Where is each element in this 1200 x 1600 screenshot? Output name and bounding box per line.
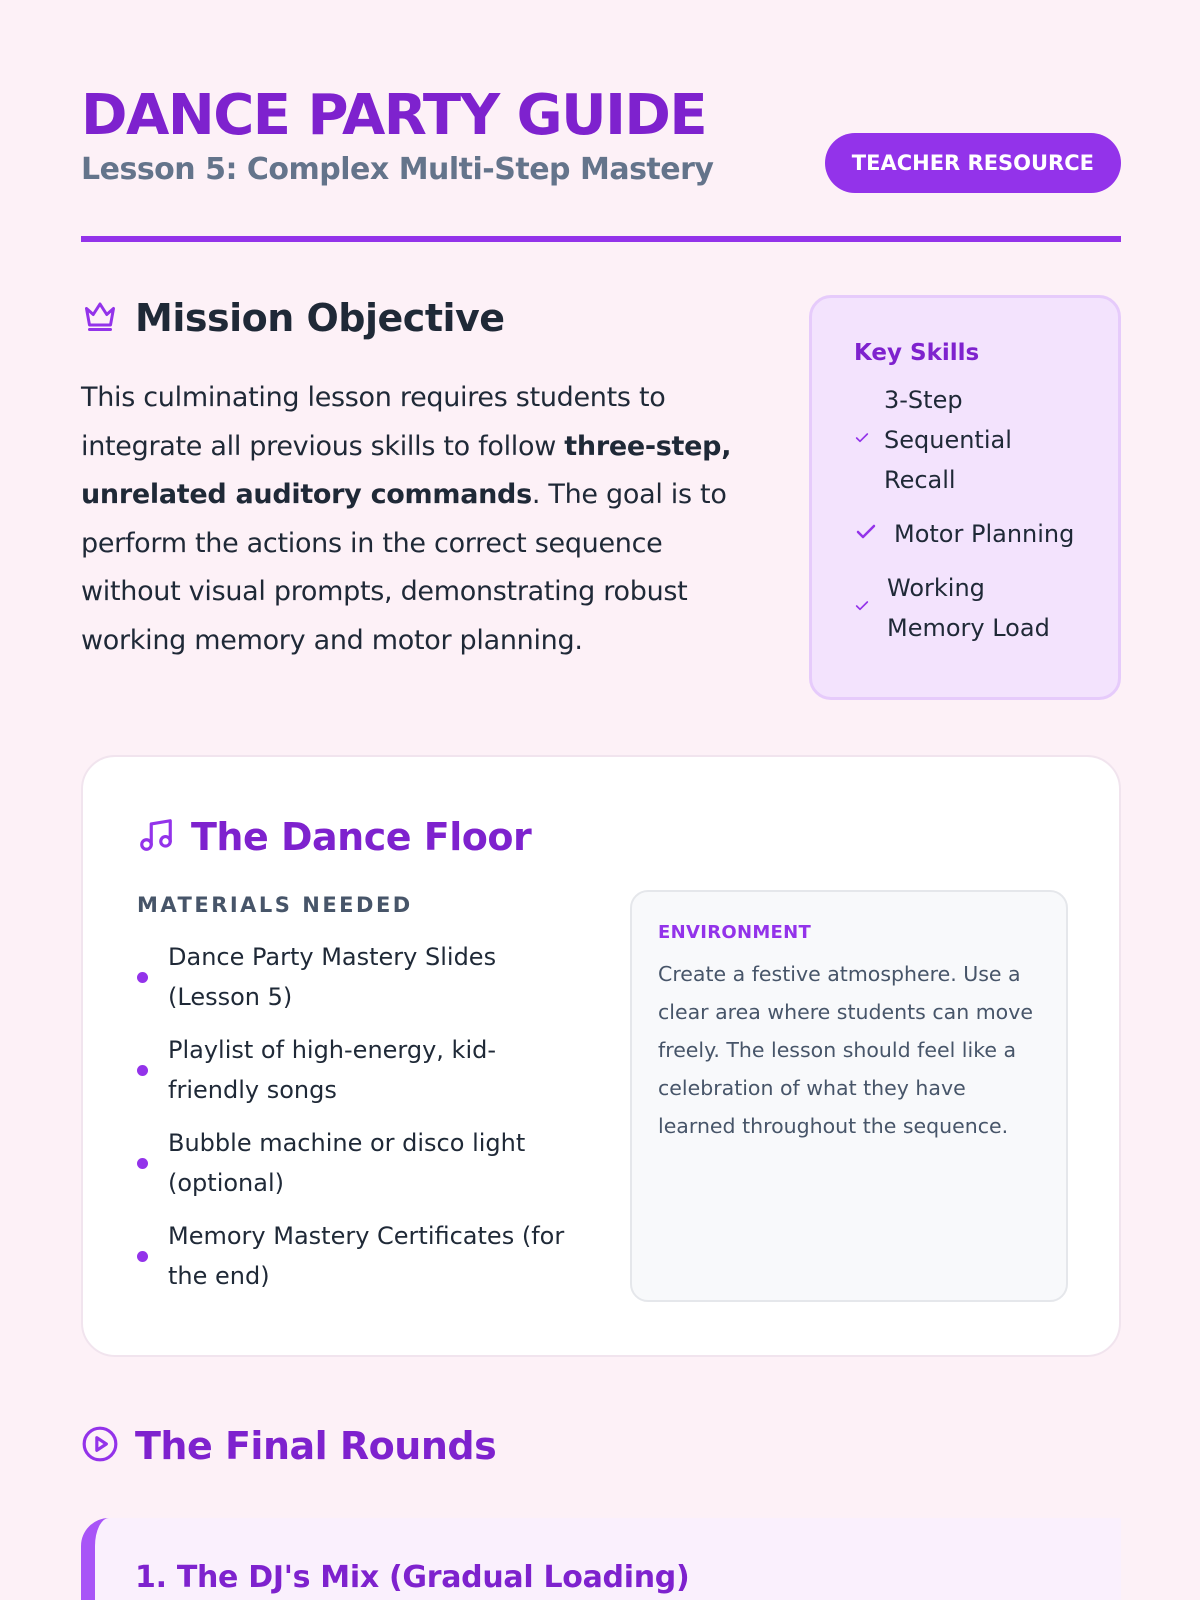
key-skills-title: Key Skills — [854, 340, 980, 366]
page-header — [81, 0, 1121, 242]
check-icon — [854, 520, 894, 548]
skill-label: 3-Step Sequential Recall — [884, 386, 1012, 494]
skill-item — [854, 380, 1118, 500]
teacher-resource-badge: TEACHER RESOURCE — [825, 133, 1121, 193]
material-label: Playlist of high-energy, kid-friendly songs — [168, 1036, 497, 1104]
environment-text: Create a festive atmosphere. Use a clear area where students can move freely. The lesson should feel like a celebration of what they have learned throughout the sequence. — [658, 962, 1033, 1138]
dance-floor-title: The Dance Floor — [191, 815, 532, 859]
play-circle-icon — [81, 1425, 119, 1467]
page — [81, 0, 1121, 1595]
environment-box — [630, 890, 1068, 1302]
list-item — [137, 1123, 567, 1203]
round-title: 1. The DJ's Mix (Gradual Loading) — [135, 1560, 690, 1595]
bullet-icon — [137, 1065, 148, 1076]
page-title: DANCE PARTY GUIDE — [81, 83, 707, 148]
mission-text-1: This culminating lesson requires students to integrate all previous skills to follow — [81, 382, 666, 462]
dance-floor-heading — [137, 815, 531, 859]
mission-text-2: . The goal is to perform the actions in the correct sequence without visual prompts, demonstrating robust working memory and motor planning. — [81, 479, 727, 656]
crown-icon — [81, 298, 119, 338]
mission-heading — [81, 296, 505, 340]
skill-item — [854, 514, 1118, 554]
materials-list — [137, 937, 567, 1309]
material-label: Bubble machine or disco light (optional) — [168, 1129, 526, 1197]
final-rounds-title: The Final Rounds — [135, 1424, 497, 1468]
materials-title: MATERIALS NEEDED — [137, 893, 413, 917]
list-item — [137, 1030, 567, 1110]
page-subtitle: Lesson 5: Complex Multi-Step Mastery — [81, 152, 714, 187]
material-label: Memory Mastery Certificates (for the end) — [168, 1222, 565, 1290]
skill-item — [854, 568, 1118, 648]
mission-title: Mission Objective — [135, 296, 505, 340]
check-icon — [854, 430, 884, 450]
bullet-icon — [137, 972, 148, 983]
round-card — [81, 1518, 1121, 1600]
list-item — [137, 1216, 567, 1296]
mission-description — [81, 374, 741, 665]
environment-title: ENVIRONMENT — [658, 922, 812, 943]
mission-text-bold: three-step, unrelated auditory commands — [81, 430, 732, 510]
skill-label: Motor Planning — [894, 520, 1075, 548]
music-note-icon — [137, 816, 175, 858]
material-label: Dance Party Mastery Slides (Lesson 5) — [168, 943, 497, 1011]
bullet-icon — [137, 1251, 148, 1262]
key-skills-box — [809, 295, 1121, 700]
final-rounds-heading — [81, 1424, 496, 1468]
skill-label: Working Memory Load — [887, 574, 1050, 642]
check-icon — [854, 598, 887, 618]
list-item — [137, 937, 567, 1017]
bullet-icon — [137, 1158, 148, 1169]
dance-floor-card — [81, 755, 1121, 1357]
